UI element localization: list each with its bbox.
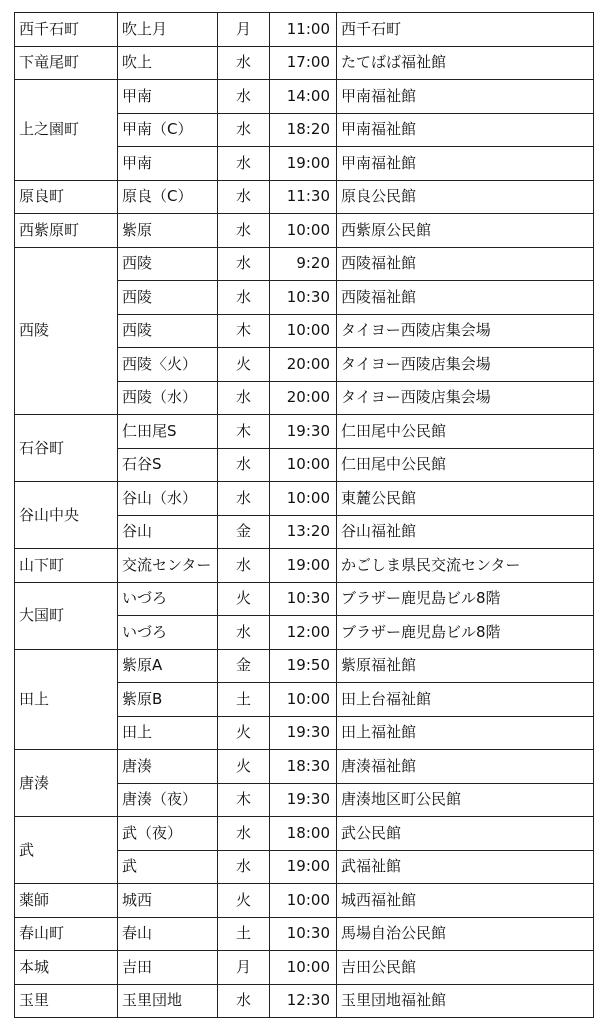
group-name-cell: 西陵: [118, 247, 218, 281]
place-cell: 仁田尾中公民館: [337, 415, 594, 449]
day-cell: 土: [218, 917, 270, 951]
place-cell: 西紫原公民館: [337, 214, 594, 248]
time-cell: 19:30: [270, 716, 337, 750]
group-name-cell: 唐湊（夜）: [118, 783, 218, 817]
area-cell: 田上: [15, 649, 118, 750]
area-cell: 薬師: [15, 884, 118, 918]
time-cell: 10:30: [270, 582, 337, 616]
area-cell: 西紫原町: [15, 214, 118, 248]
group-name-cell: 甲南: [118, 80, 218, 114]
place-cell: 唐湊地区町公民館: [337, 783, 594, 817]
group-name-cell: 武: [118, 850, 218, 884]
place-cell: 西千石町: [337, 13, 594, 47]
day-cell: 月: [218, 951, 270, 985]
day-cell: 水: [218, 850, 270, 884]
group-name-cell: 武（夜）: [118, 817, 218, 851]
time-cell: 10:00: [270, 683, 337, 717]
time-cell: 9:20: [270, 247, 337, 281]
group-name-cell: 谷山（水）: [118, 482, 218, 516]
day-cell: 水: [218, 448, 270, 482]
group-name-cell: 紫原B: [118, 683, 218, 717]
day-cell: 水: [218, 113, 270, 147]
time-cell: 10:00: [270, 951, 337, 985]
time-cell: 12:30: [270, 984, 337, 1018]
area-cell: 谷山中央: [15, 482, 118, 549]
group-name-cell: 紫原A: [118, 649, 218, 683]
table-row: [15, 214, 594, 248]
time-cell: 10:00: [270, 482, 337, 516]
time-cell: 10:30: [270, 281, 337, 315]
table-row: [15, 549, 594, 583]
area-cell: 玉里: [15, 984, 118, 1018]
group-name-cell: 西陵〈火）: [118, 348, 218, 382]
table-row: [15, 13, 594, 47]
place-cell: 城西福祉館: [337, 884, 594, 918]
place-cell: 西陵福祉館: [337, 281, 594, 315]
place-cell: 甲南福祉館: [337, 147, 594, 181]
area-cell: 上之園町: [15, 80, 118, 181]
time-cell: 19:30: [270, 783, 337, 817]
table-row: [15, 247, 594, 281]
day-cell: 火: [218, 884, 270, 918]
day-cell: 火: [218, 750, 270, 784]
day-cell: 水: [218, 482, 270, 516]
group-name-cell: 甲南: [118, 147, 218, 181]
day-cell: 水: [218, 214, 270, 248]
table-row: [15, 582, 594, 616]
table-row: [15, 649, 594, 683]
place-cell: 武公民館: [337, 817, 594, 851]
group-name-cell: 紫原: [118, 214, 218, 248]
day-cell: 木: [218, 415, 270, 449]
place-cell: ブラザー鹿児島ビル8階: [337, 582, 594, 616]
group-name-cell: 甲南（C）: [118, 113, 218, 147]
place-cell: 田上台福祉館: [337, 683, 594, 717]
day-cell: 水: [218, 247, 270, 281]
group-name-cell: 西陵: [118, 281, 218, 315]
place-cell: 谷山福祉館: [337, 515, 594, 549]
day-cell: 水: [218, 147, 270, 181]
group-name-cell: 吉田: [118, 951, 218, 985]
time-cell: 18:30: [270, 750, 337, 784]
day-cell: 金: [218, 649, 270, 683]
day-cell: 水: [218, 984, 270, 1018]
group-name-cell: 田上: [118, 716, 218, 750]
day-cell: 水: [218, 549, 270, 583]
area-cell: 西陵: [15, 247, 118, 415]
time-cell: 20:00: [270, 348, 337, 382]
group-name-cell: 吹上月: [118, 13, 218, 47]
place-cell: 甲南福祉館: [337, 80, 594, 114]
time-cell: 19:00: [270, 549, 337, 583]
group-name-cell: 玉里団地: [118, 984, 218, 1018]
table-row: [15, 750, 594, 784]
group-name-cell: 城西: [118, 884, 218, 918]
table-row: [15, 884, 594, 918]
day-cell: 水: [218, 180, 270, 214]
time-cell: 18:20: [270, 113, 337, 147]
area-cell: 西千石町: [15, 13, 118, 47]
area-cell: 大国町: [15, 582, 118, 649]
day-cell: 水: [218, 616, 270, 650]
area-cell: 原良町: [15, 180, 118, 214]
group-name-cell: 谷山: [118, 515, 218, 549]
place-cell: かごしま県民交流センター: [337, 549, 594, 583]
area-cell: 唐湊: [15, 750, 118, 817]
time-cell: 19:50: [270, 649, 337, 683]
place-cell: 馬場自治公民館: [337, 917, 594, 951]
table-row: [15, 415, 594, 449]
day-cell: 水: [218, 80, 270, 114]
group-name-cell: 仁田尾S: [118, 415, 218, 449]
group-name-cell: 西陵: [118, 314, 218, 348]
table-row: [15, 951, 594, 985]
place-cell: 武福祉館: [337, 850, 594, 884]
table-row: [15, 482, 594, 516]
time-cell: 11:30: [270, 180, 337, 214]
place-cell: 玉里団地福祉館: [337, 984, 594, 1018]
schedule-body: [15, 13, 594, 1018]
place-cell: 甲南福祉館: [337, 113, 594, 147]
place-cell: タイヨー西陵店集会場: [337, 314, 594, 348]
place-cell: 田上福祉館: [337, 716, 594, 750]
time-cell: 14:00: [270, 80, 337, 114]
time-cell: 10:00: [270, 884, 337, 918]
place-cell: タイヨー西陵店集会場: [337, 348, 594, 382]
time-cell: 10:00: [270, 314, 337, 348]
day-cell: 水: [218, 817, 270, 851]
place-cell: たてばば福祉館: [337, 46, 594, 80]
time-cell: 10:30: [270, 917, 337, 951]
time-cell: 20:00: [270, 381, 337, 415]
group-name-cell: いづろ: [118, 616, 218, 650]
place-cell: ブラザー鹿児島ビル8階: [337, 616, 594, 650]
meeting-schedule-table: [14, 12, 594, 1018]
area-cell: 本城: [15, 951, 118, 985]
table-row: [15, 80, 594, 114]
area-cell: 山下町: [15, 549, 118, 583]
time-cell: 13:20: [270, 515, 337, 549]
place-cell: 紫原福祉館: [337, 649, 594, 683]
time-cell: 19:00: [270, 147, 337, 181]
area-cell: 武: [15, 817, 118, 884]
time-cell: 19:00: [270, 850, 337, 884]
table-row: [15, 984, 594, 1018]
time-cell: 19:30: [270, 415, 337, 449]
table-row: [15, 817, 594, 851]
place-cell: 西陵福祉館: [337, 247, 594, 281]
day-cell: 水: [218, 46, 270, 80]
day-cell: 火: [218, 716, 270, 750]
day-cell: 金: [218, 515, 270, 549]
day-cell: 木: [218, 314, 270, 348]
place-cell: 原良公民館: [337, 180, 594, 214]
day-cell: 木: [218, 783, 270, 817]
time-cell: 11:00: [270, 13, 337, 47]
group-name-cell: 吹上: [118, 46, 218, 80]
place-cell: 唐湊福祉館: [337, 750, 594, 784]
group-name-cell: 石谷S: [118, 448, 218, 482]
group-name-cell: 唐湊: [118, 750, 218, 784]
day-cell: 水: [218, 381, 270, 415]
group-name-cell: いづろ: [118, 582, 218, 616]
area-cell: 春山町: [15, 917, 118, 951]
time-cell: 10:00: [270, 448, 337, 482]
place-cell: タイヨー西陵店集会場: [337, 381, 594, 415]
time-cell: 10:00: [270, 214, 337, 248]
time-cell: 12:00: [270, 616, 337, 650]
day-cell: 土: [218, 683, 270, 717]
place-cell: 東麓公民館: [337, 482, 594, 516]
group-name-cell: 西陵（水）: [118, 381, 218, 415]
table-row: [15, 180, 594, 214]
day-cell: 月: [218, 13, 270, 47]
group-name-cell: 春山: [118, 917, 218, 951]
table-row: [15, 46, 594, 80]
place-cell: 仁田尾中公民館: [337, 448, 594, 482]
day-cell: 水: [218, 281, 270, 315]
area-cell: 石谷町: [15, 415, 118, 482]
table-row: [15, 917, 594, 951]
area-cell: 下竜尾町: [15, 46, 118, 80]
time-cell: 18:00: [270, 817, 337, 851]
day-cell: 火: [218, 348, 270, 382]
place-cell: 吉田公民館: [337, 951, 594, 985]
day-cell: 火: [218, 582, 270, 616]
time-cell: 17:00: [270, 46, 337, 80]
group-name-cell: 交流センター: [118, 549, 218, 583]
group-name-cell: 原良（C）: [118, 180, 218, 214]
